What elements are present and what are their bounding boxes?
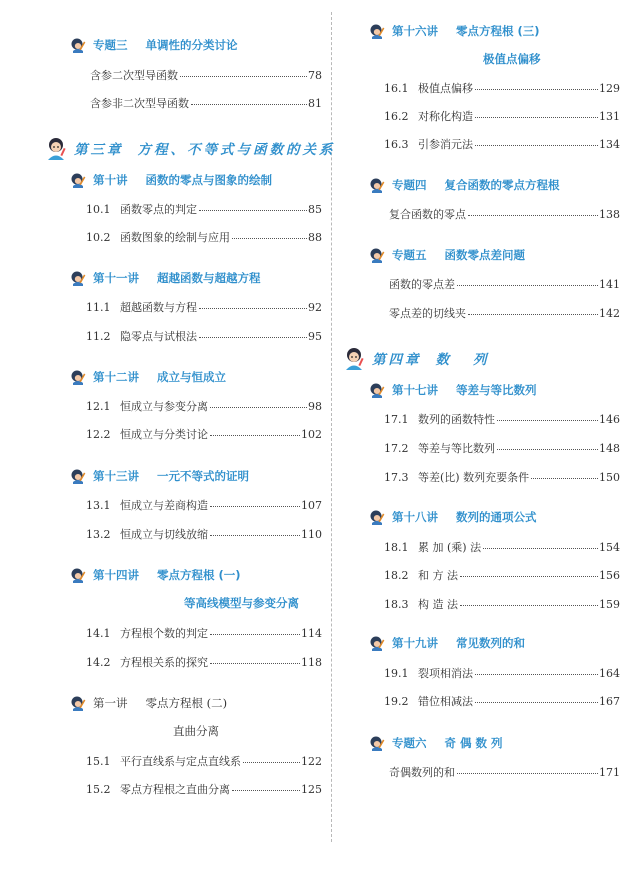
lecture11-heading[interactable] (70, 270, 261, 286)
entry-number: 12.2 (86, 428, 111, 441)
entry-number: 17.1 (384, 413, 409, 426)
lecture14-heading[interactable] (70, 567, 241, 583)
entry-number: 16.1 (384, 82, 409, 95)
entry-title: 含参非二次型导函数 (90, 97, 189, 110)
person-with-pen-icon (369, 23, 387, 39)
dot-leader (460, 576, 598, 577)
entry-title: 恒成立与参变分离 (120, 400, 208, 413)
dot-leader (475, 89, 598, 90)
toc-entry[interactable] (384, 136, 620, 152)
dot-leader (232, 790, 300, 791)
lecture15-heading[interactable] (70, 695, 227, 711)
entry-number: 10.1 (86, 203, 111, 216)
entry-title: 函数的零点差 (389, 278, 455, 291)
entry-page: 110 (301, 528, 322, 541)
entry-number: 16.3 (384, 138, 409, 151)
dot-leader (210, 663, 300, 664)
toc-entry[interactable] (389, 305, 620, 321)
entry-page: 134 (599, 138, 620, 151)
entry-title: 和 方 法 (418, 569, 458, 582)
dot-leader (210, 435, 300, 436)
entry-title: 函数零点的判定 (120, 203, 197, 216)
dot-leader (468, 215, 598, 216)
heading-title: 函数的零点与图象的绘制 (145, 173, 272, 187)
dot-leader (199, 337, 307, 338)
toc-entry[interactable] (384, 693, 620, 709)
entry-title: 错位相减法 (418, 695, 473, 708)
entry-number: 13.2 (86, 528, 111, 541)
entry-page: 92 (308, 301, 322, 314)
dot-leader (243, 762, 300, 763)
toc-entry[interactable] (384, 411, 620, 427)
entry-page: 141 (599, 278, 620, 291)
entry-title: 引参消元法 (418, 138, 473, 151)
entry-title: 平行直线系与定点直线系 (120, 755, 241, 768)
dot-leader (210, 535, 300, 536)
entry-title: 隐零点与试根法 (120, 330, 197, 343)
entry-page: 107 (301, 499, 322, 512)
dot-leader (468, 314, 598, 315)
dot-leader (497, 449, 598, 450)
entry-number: 14.2 (86, 656, 111, 669)
entry-page: 154 (599, 541, 620, 554)
entry-page: 148 (599, 442, 620, 455)
lecture15-subtitle: 直曲分离 (173, 724, 219, 738)
student-avatar-icon (44, 136, 70, 160)
lecture16-heading[interactable] (369, 23, 540, 39)
entry-title: 含参二次型导函数 (90, 69, 178, 82)
person-with-pen-icon (70, 468, 88, 484)
chapter-title: 数列 (435, 352, 511, 368)
toc-entry[interactable] (90, 67, 322, 83)
dot-leader (497, 420, 598, 421)
entry-page: 98 (308, 400, 322, 413)
entry-page: 156 (599, 569, 620, 582)
chapter4-heading[interactable] (342, 346, 511, 370)
student-avatar-icon (342, 346, 368, 370)
entry-title: 恒成立与切线放缩 (120, 528, 208, 541)
chapter-number: 第四章 (372, 352, 422, 368)
entry-title: 零点差的切线夹 (389, 307, 466, 320)
toc-entry[interactable] (389, 206, 620, 222)
person-with-pen-icon (369, 735, 387, 751)
heading-number: 第一讲 (93, 696, 128, 710)
person-with-pen-icon (70, 172, 88, 188)
heading-number: 专题四 (392, 178, 427, 192)
lecture16-subtitle: 极值点偏移 (483, 52, 541, 66)
lecture13-heading[interactable] (70, 468, 249, 484)
dot-leader (457, 773, 598, 774)
toc-entry[interactable] (86, 497, 322, 513)
person-with-pen-icon (70, 567, 88, 583)
entry-title: 方程根关系的探究 (120, 656, 208, 669)
person-with-pen-icon (369, 382, 387, 398)
heading-number: 第十二讲 (93, 370, 139, 384)
entry-page: 138 (599, 208, 620, 221)
heading-number: 专题五 (392, 248, 427, 262)
toc-entry[interactable] (86, 229, 322, 245)
heading-number: 第十一讲 (93, 271, 139, 285)
toc-entry[interactable] (86, 328, 322, 344)
person-with-pen-icon (369, 177, 387, 193)
entry-page: 146 (599, 413, 620, 426)
entry-number: 18.2 (384, 569, 409, 582)
entry-number: 16.2 (384, 110, 409, 123)
heading-number: 第十七讲 (392, 383, 438, 397)
dot-leader (210, 506, 300, 507)
topic6-heading[interactable] (369, 735, 503, 751)
entry-title: 函数图象的绘制与应用 (120, 231, 230, 244)
entry-page: 150 (599, 471, 620, 484)
toc-entry[interactable] (86, 526, 322, 542)
entry-title: 超越函数与方程 (120, 301, 197, 314)
dot-leader (475, 702, 598, 703)
person-with-pen-icon (70, 695, 88, 711)
entry-page: 78 (308, 69, 322, 82)
heading-number: 第十九讲 (392, 636, 438, 650)
heading-number: 第十八讲 (392, 510, 438, 524)
entry-number: 12.1 (86, 400, 111, 413)
entry-page: 125 (301, 783, 322, 796)
entry-page: 167 (599, 695, 620, 708)
toc-entry[interactable] (86, 398, 322, 414)
entry-number: 17.2 (384, 442, 409, 455)
entry-title: 复合函数的零点 (389, 208, 466, 221)
entry-number: 17.3 (384, 471, 409, 484)
heading-title: 数列的通项公式 (456, 510, 537, 524)
dot-leader (457, 285, 598, 286)
person-with-pen-icon (70, 369, 88, 385)
heading-title: 单调性的分类讨论 (145, 38, 238, 52)
entry-number: 11.2 (86, 330, 111, 343)
toc-entry[interactable] (384, 596, 620, 612)
dot-leader (210, 634, 300, 635)
toc-entry[interactable] (86, 753, 322, 769)
heading-title: 零点方程根 (二) (145, 696, 228, 710)
entry-number: 11.1 (86, 301, 111, 314)
lecture17-heading[interactable] (369, 382, 537, 398)
toc-entry[interactable] (86, 201, 322, 217)
dot-leader (232, 238, 307, 239)
toc-entry[interactable] (389, 764, 620, 780)
entry-title: 构 造 法 (418, 598, 458, 611)
heading-number: 第十讲 (93, 173, 128, 187)
toc-entry[interactable] (384, 567, 620, 583)
person-with-pen-icon (369, 509, 387, 525)
entry-page: 159 (599, 598, 620, 611)
toc-entry[interactable] (384, 440, 620, 456)
heading-number: 第十六讲 (392, 24, 438, 38)
entry-title: 恒成立与差商构造 (120, 499, 208, 512)
chapter-number: 第三章 (74, 142, 124, 158)
entry-page: 129 (599, 82, 620, 95)
topic3-heading[interactable] (70, 37, 238, 53)
heading-number: 第十四讲 (93, 568, 139, 582)
entry-title: 累 加 (乘) 法 (418, 541, 482, 554)
lecture19-heading[interactable] (369, 635, 525, 651)
person-with-pen-icon (369, 635, 387, 651)
lecture14-subtitle: 等高线模型与参变分离 (184, 596, 299, 610)
chapter-title: 方程、不等式与函数的关系 (137, 142, 336, 158)
heading-title: 常见数列的和 (456, 636, 525, 650)
heading-number: 专题三 (93, 38, 128, 52)
entry-title: 等差与等比数列 (418, 442, 495, 455)
entry-page: 164 (599, 667, 620, 680)
heading-title: 函数零点差问题 (444, 248, 525, 262)
heading-title: 奇 偶 数 列 (444, 736, 503, 750)
heading-number: 第十三讲 (93, 469, 139, 483)
entry-title: 极值点偏移 (418, 82, 473, 95)
toc-entry[interactable] (86, 299, 322, 315)
entry-number: 15.1 (86, 755, 111, 768)
dot-leader (531, 478, 598, 479)
entry-title: 等差(比) 数列充要条件 (418, 471, 530, 484)
entry-title: 方程根个数的判定 (120, 627, 208, 640)
person-with-pen-icon (369, 247, 387, 263)
toc-entry[interactable] (90, 95, 322, 111)
topic5-heading[interactable] (369, 247, 525, 263)
heading-title: 零点方程根 (三) (456, 24, 540, 38)
heading-title: 复合函数的零点方程根 (444, 178, 560, 192)
toc-entry[interactable] (86, 781, 322, 797)
entry-page: 131 (599, 110, 620, 123)
dot-leader (180, 76, 307, 77)
entry-number: 19.2 (384, 695, 409, 708)
heading-title: 零点方程根 (一) (157, 568, 241, 582)
person-with-pen-icon (70, 270, 88, 286)
heading-title: 超越函数与超越方程 (157, 271, 261, 285)
heading-title: 成立与恒成立 (157, 370, 226, 384)
toc-entry[interactable] (384, 539, 620, 555)
entry-number: 18.3 (384, 598, 409, 611)
toc-entry[interactable] (384, 80, 620, 96)
lecture12-heading[interactable] (70, 369, 226, 385)
entry-title: 对称化构造 (418, 110, 473, 123)
lecture10-heading[interactable] (70, 172, 272, 188)
dot-leader (199, 210, 307, 211)
toc-entry[interactable] (384, 665, 620, 681)
dot-leader (210, 407, 307, 408)
chapter3-heading[interactable] (44, 136, 336, 160)
dot-leader (460, 605, 598, 606)
entry-title: 零点方程根之直曲分离 (120, 783, 230, 796)
toc-entry[interactable] (86, 654, 322, 670)
entry-title: 恒成立与分类讨论 (120, 428, 208, 441)
heading-title: 一元不等式的证明 (157, 469, 249, 483)
entry-title: 奇偶数列的和 (389, 766, 455, 779)
entry-page: 102 (301, 428, 322, 441)
entry-page: 142 (599, 307, 620, 320)
dot-leader (191, 104, 307, 105)
lecture18-heading[interactable] (369, 509, 537, 525)
heading-title: 等差与等比数列 (456, 383, 537, 397)
dot-leader (475, 674, 598, 675)
entry-number: 13.1 (86, 499, 111, 512)
entry-page: 88 (308, 231, 322, 244)
entry-number: 18.1 (384, 541, 409, 554)
dot-leader (475, 145, 598, 146)
person-with-pen-icon (70, 37, 88, 53)
topic4-heading[interactable] (369, 177, 560, 193)
entry-number: 19.1 (384, 667, 409, 680)
dot-leader (475, 117, 598, 118)
toc-entry[interactable] (384, 469, 620, 485)
entry-title: 数列的函数特性 (418, 413, 495, 426)
entry-number: 14.1 (86, 627, 111, 640)
entry-page: 118 (301, 656, 322, 669)
entry-page: 85 (308, 203, 322, 216)
dot-leader (483, 548, 598, 549)
entry-page: 95 (308, 330, 322, 343)
entry-title: 裂项相消法 (418, 667, 473, 680)
entry-page: 114 (301, 627, 322, 640)
entry-number: 15.2 (86, 783, 111, 796)
heading-number: 专题六 (392, 736, 427, 750)
entry-page: 171 (599, 766, 620, 779)
toc-entry[interactable] (389, 276, 620, 292)
toc-entry[interactable] (86, 625, 322, 641)
entry-page: 122 (301, 755, 322, 768)
entry-page: 81 (308, 97, 322, 110)
toc-entry[interactable] (384, 108, 620, 124)
entry-number: 10.2 (86, 231, 111, 244)
toc-entry[interactable] (86, 426, 322, 442)
dot-leader (199, 308, 307, 309)
